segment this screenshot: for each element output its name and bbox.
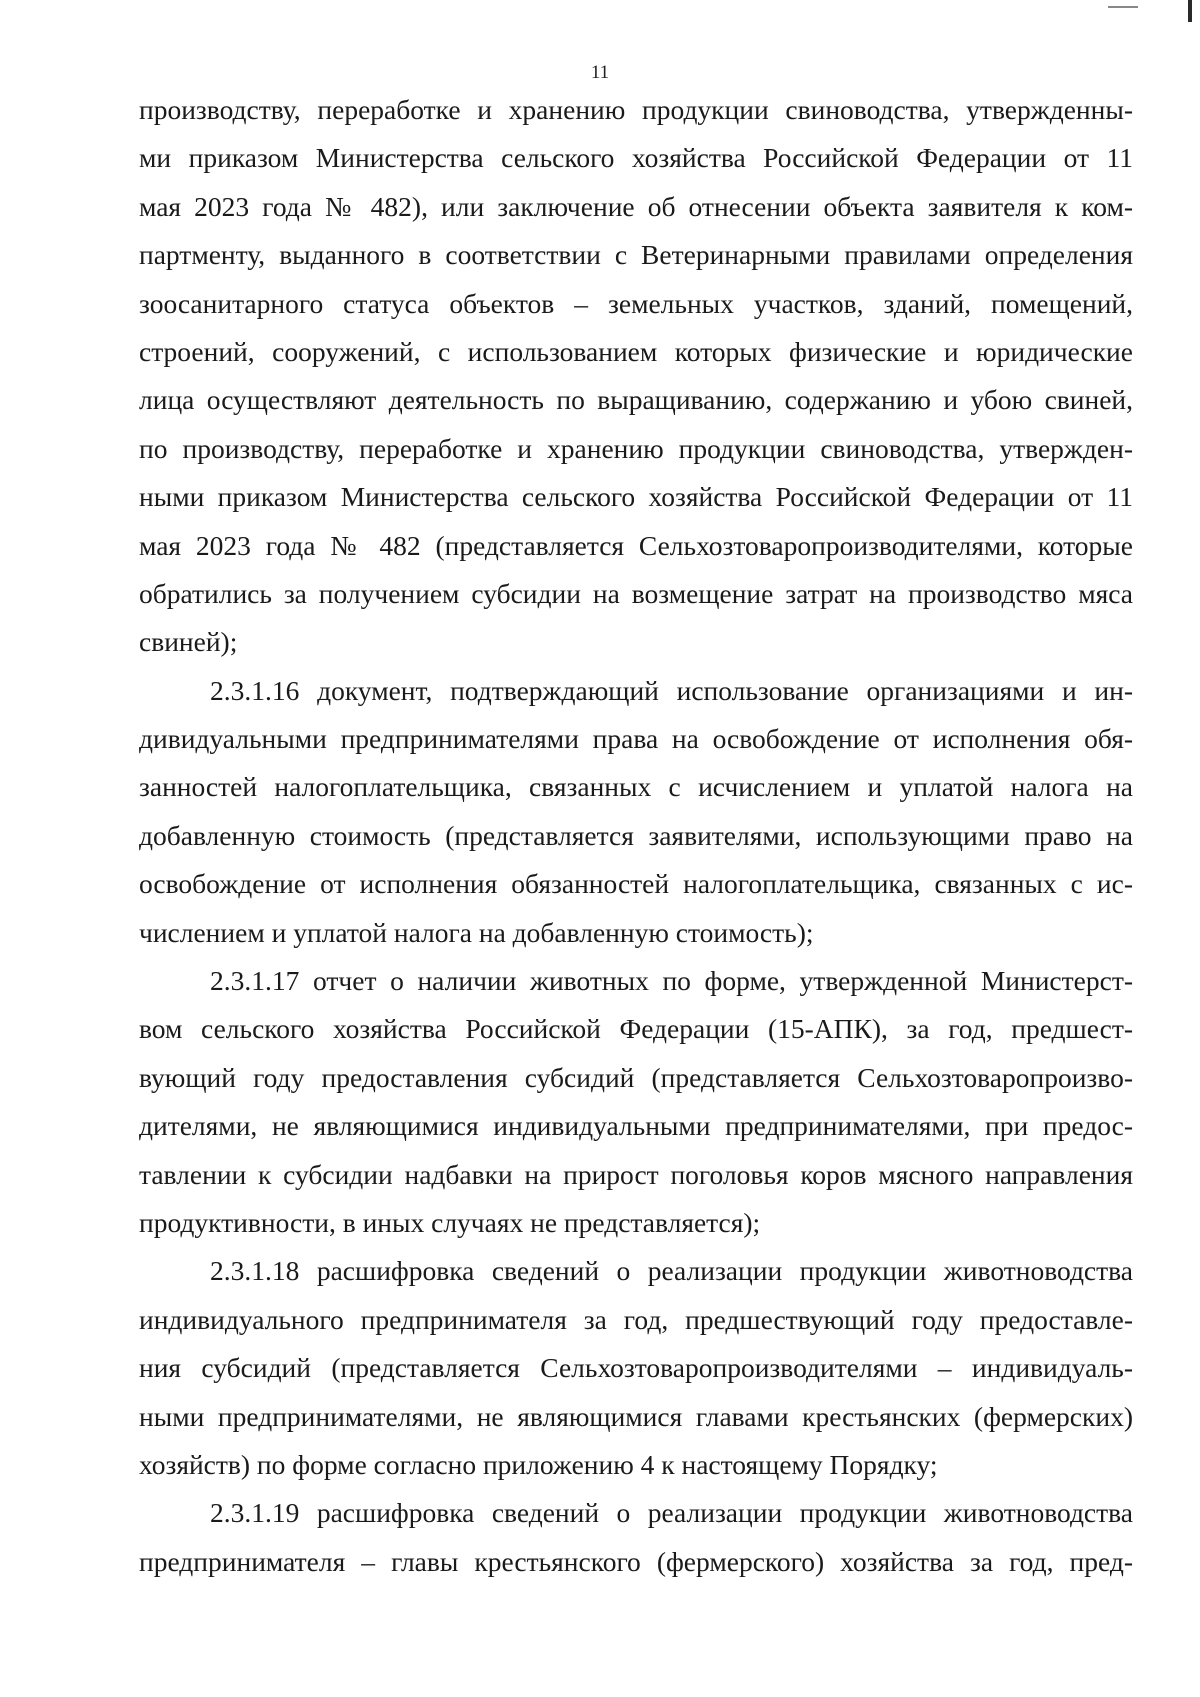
text-line: производству, переработке и хранению продукции свиноводства, утвержденны-: [139, 94, 1133, 125]
text-line: обратились за получением субсидии на возмещение затрат на производство мяса: [139, 577, 1133, 609]
text-line: ными приказом Министерства сельского хозяйства Российской Федерации от 11: [139, 481, 1133, 513]
paragraph-2-3-1-18-start: 2.3.1.18 расшифровка сведений о реализации продукции животноводства: [210, 1255, 1133, 1287]
text-line: дивидуальными предпринимателями права на освобождение от исполнения обя-: [139, 723, 1133, 755]
text-line: тавлении к субсидии надбавки на прирост поголовья коров мясного направления: [139, 1158, 1133, 1190]
text-line: хозяйств) по форме согласно приложению 4 к настоящему Порядку;: [139, 1448, 938, 1480]
scan-edge-mark: [1188, 0, 1192, 22]
text-line: зоосанитарного статуса объектов – земельных участков, зданий, помещений,: [139, 287, 1133, 319]
text-line: занностей налогоплательщика, связанных с исчислением и уплатой налога на: [139, 771, 1133, 803]
text-line: индивидуального предпринимателя за год, предшествующий году предоставле-: [139, 1303, 1133, 1335]
text-line: ми приказом Министерства сельского хозяйства Российской Федерации от 11: [139, 142, 1133, 174]
text-line: партменту, выданного в соответствии с Ветеринарными правилами определения: [139, 239, 1133, 271]
paragraph-2-3-1-17-start: 2.3.1.17 отчет о наличии животных по форме, утвержденной Министерст-: [210, 965, 1133, 997]
text-line: лица осуществляют деятельность по выращиванию, содержанию и убою свиней,: [139, 384, 1133, 416]
text-line: ными предпринимателями, не являющимися главами крестьянских (фермерских): [139, 1400, 1133, 1432]
page-number: 11: [590, 62, 610, 83]
text-line: продуктивности, в иных случаях не представляется);: [139, 1206, 761, 1238]
text-line: ния субсидий (представляется Сельхозтоваропроизводителями – индивидуаль-: [139, 1352, 1133, 1384]
text-line: добавленную стоимость (представляется заявителями, использующими право на: [139, 819, 1133, 851]
text-line: мая 2023 года № 482 (представляется Сельхозтоваропроизводителями, которые: [139, 529, 1133, 561]
text-line: свиней);: [139, 626, 238, 658]
text-line: вующий году предоставления субсидий (представляется Сельхозтоваропроизво-: [139, 1061, 1133, 1093]
text-line: освобождение от исполнения обязанностей налогоплательщика, связанных с ис-: [139, 868, 1133, 900]
text-line: предпринимателя – главы крестьянского (фермерского) хозяйства за год, пред-: [139, 1545, 1133, 1577]
text-line: по производству, переработке и хранению продукции свиноводства, утвержден-: [139, 432, 1133, 464]
paragraph-2-3-1-16-start: 2.3.1.16 документ, подтверждающий использование организациями и ин-: [210, 674, 1133, 706]
scan-artifact: [1108, 0, 1138, 8]
text-line: числением и уплатой налога на добавленную стоимость);: [139, 916, 814, 948]
text-line: вом сельского хозяйства Российской Федерации (15-АПК), за год, предшест-: [139, 1013, 1133, 1045]
text-line: строений, сооружений, с использованием которых физические и юридические: [139, 335, 1133, 367]
document-body: [139, 86, 1133, 1586]
text-line: дителями, не являющимися индивидуальными предпринимателями, при предос-: [139, 1110, 1133, 1142]
paragraph-2-3-1-19-start: 2.3.1.19 расшифровка сведений о реализации продукции животноводства: [210, 1497, 1133, 1529]
text-line: мая 2023 года № 482), или заключение об отнесении объекта заявителя к ком-: [139, 190, 1133, 222]
